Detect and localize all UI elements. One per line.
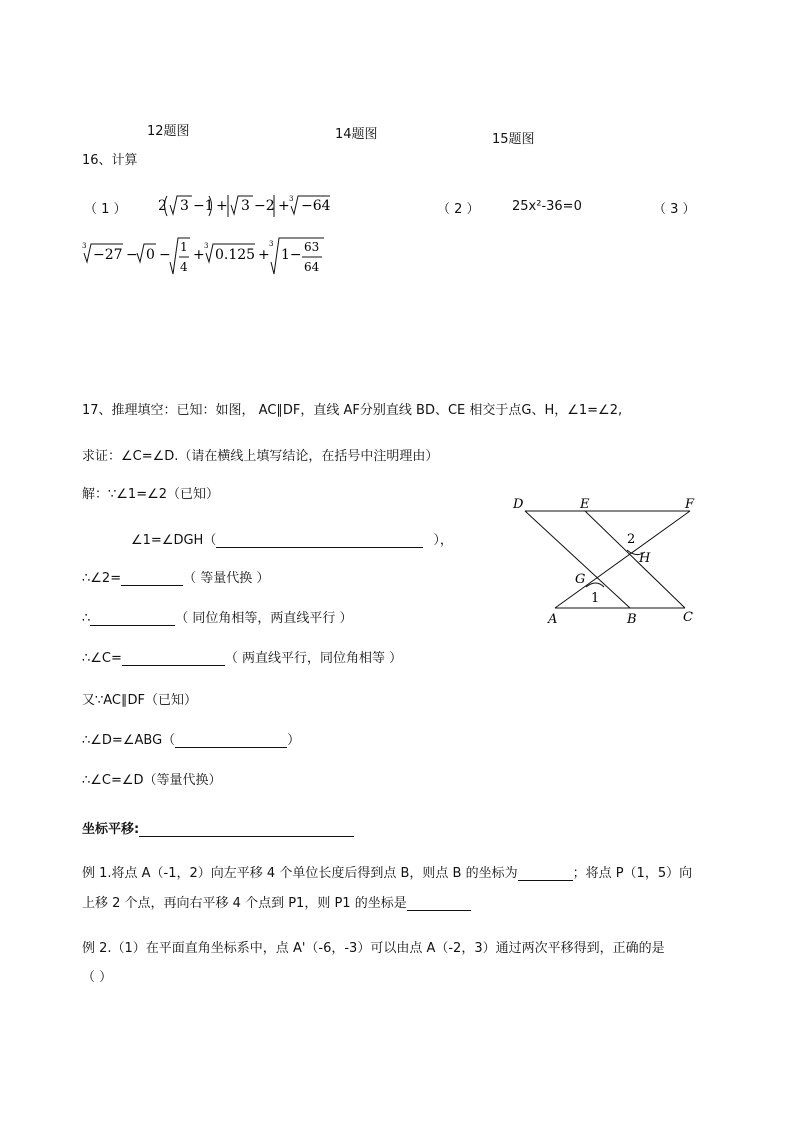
label-G: G xyxy=(575,572,586,587)
q17-line3 xyxy=(82,607,353,626)
q17-solution-start: 解：∵∠1=∠2（已知） xyxy=(82,487,220,502)
blank-conclusion-3[interactable] xyxy=(90,611,175,626)
q17-line6-text-a: ∴∠D=∠ABG（ xyxy=(82,733,176,748)
svg-text:3: 3 xyxy=(241,198,250,214)
q17-line1 xyxy=(131,529,453,548)
q16-part2-label: （ 2 ） xyxy=(437,202,480,217)
example2-line1: 例 2.（1）在平面直角坐标系中，点 A'（-6，-3）可以由点 A（-2，3）通过两次平移得到，正确的是 xyxy=(82,941,665,956)
blank-reason-6[interactable] xyxy=(175,733,287,748)
label-C: C xyxy=(683,610,693,625)
svg-text:+: + xyxy=(193,247,205,263)
svg-text:−: − xyxy=(159,247,171,263)
example2-line2: （ ） xyxy=(82,970,113,985)
svg-text:4: 4 xyxy=(180,260,188,274)
q17-geometry-figure xyxy=(505,490,725,630)
q16-part2-expression: 25x²-36=0 xyxy=(512,199,582,214)
svg-text:1: 1 xyxy=(180,240,188,254)
example1-line2 xyxy=(82,892,471,911)
example1-text-a: 例 1.将点 A（-1，2）向左平移 4 个单位长度后得到点 B，则点 B 的坐标为 xyxy=(82,866,518,881)
label-E: E xyxy=(580,497,590,512)
q17-line2 xyxy=(82,567,269,586)
example1-line1 xyxy=(82,862,692,881)
q17-line3-text-a: ∴ xyxy=(82,611,91,626)
svg-text:3: 3 xyxy=(269,240,274,248)
svg-text:0.125: 0.125 xyxy=(215,247,256,263)
example1-text-b: ；将点 P（1，5）向 xyxy=(572,866,693,881)
q17-line5: 又∵AC∥DF（已知） xyxy=(82,693,198,708)
label-angle-1: 1 xyxy=(591,591,600,606)
svg-text:63: 63 xyxy=(304,240,320,254)
blank-point-P1[interactable] xyxy=(407,896,471,911)
svg-text:−1: −1 xyxy=(193,198,214,214)
caption-fig12: 12题图 xyxy=(147,124,190,139)
coord-heading-underline xyxy=(139,822,354,837)
coord-heading xyxy=(82,818,354,837)
coord-heading-text: 坐标平移: xyxy=(82,822,140,837)
svg-text:+: + xyxy=(216,198,228,214)
svg-text:−64: −64 xyxy=(301,198,331,214)
svg-text:1−: 1− xyxy=(281,247,302,263)
caption-fig15: 15题图 xyxy=(492,132,535,147)
q16-part3-expression xyxy=(82,236,332,280)
svg-text:3: 3 xyxy=(204,242,209,250)
q17-title: 17、推理填空：已知：如图， AC∥DF，直线 AF分别直线 BD、CE 相交于点G、H，∠1=∠2, xyxy=(82,403,623,418)
q16-part1-label: （ 1 ） xyxy=(84,202,127,217)
caption-fig14: 14题图 xyxy=(335,127,378,142)
q17-line2-text-b: （ 等量代换 ） xyxy=(183,571,270,586)
blank-point-B[interactable] xyxy=(518,866,573,881)
svg-text:3: 3 xyxy=(289,195,294,203)
q17-line4-text-b: （ 两直线平行，同位角相等 ） xyxy=(224,651,403,666)
q16-title: 16、计算 xyxy=(82,153,138,168)
svg-text:−27: −27 xyxy=(93,247,123,263)
q17-line6-text-b: ） xyxy=(287,733,301,748)
q16-part3-label: （ 3 ） xyxy=(653,202,696,217)
blank-conclusion-4[interactable] xyxy=(122,651,225,666)
blank-reason-1[interactable] xyxy=(216,533,423,548)
q17-line6 xyxy=(82,729,300,748)
q17-line1-text-b: ）， xyxy=(433,533,453,548)
q17-prove: 求证：∠C=∠D.（请在横线上填写结论，在括号中注明理由） xyxy=(82,449,439,464)
line-DB xyxy=(525,511,630,608)
example1-line2-text: 上移 2 个点，再向右平移 4 个点到 P1，则 P1 的坐标是 xyxy=(82,896,407,911)
label-F: F xyxy=(685,497,695,512)
q17-line4-text-a: ∴∠C= xyxy=(82,651,122,666)
svg-text:64: 64 xyxy=(304,260,320,274)
svg-text:−2: −2 xyxy=(254,198,275,214)
label-A: A xyxy=(548,612,558,627)
q17-line7: ∴∠C=∠D（等量代换） xyxy=(82,773,222,788)
svg-text:3: 3 xyxy=(180,198,189,214)
svg-text:2: 2 xyxy=(158,198,167,214)
label-angle-2: 2 xyxy=(627,532,636,547)
label-D: D xyxy=(513,497,524,512)
q17-line2-text-a: ∴∠2= xyxy=(82,571,122,586)
q17-line1-text-a: ∠1=∠DGH（ xyxy=(131,533,217,548)
label-B: B xyxy=(627,612,637,627)
q16-part1-expression xyxy=(158,192,338,222)
svg-text:+: + xyxy=(278,198,290,214)
svg-text:0: 0 xyxy=(146,247,155,263)
q17-line3-text-b: （ 同位角相等，两直线平行 ） xyxy=(175,611,353,626)
label-H: H xyxy=(639,551,651,566)
svg-text:+: + xyxy=(258,247,270,263)
svg-text:−: − xyxy=(126,247,138,263)
blank-conclusion-2[interactable] xyxy=(121,571,183,586)
svg-text:3: 3 xyxy=(82,242,87,250)
q17-line4 xyxy=(82,647,402,666)
